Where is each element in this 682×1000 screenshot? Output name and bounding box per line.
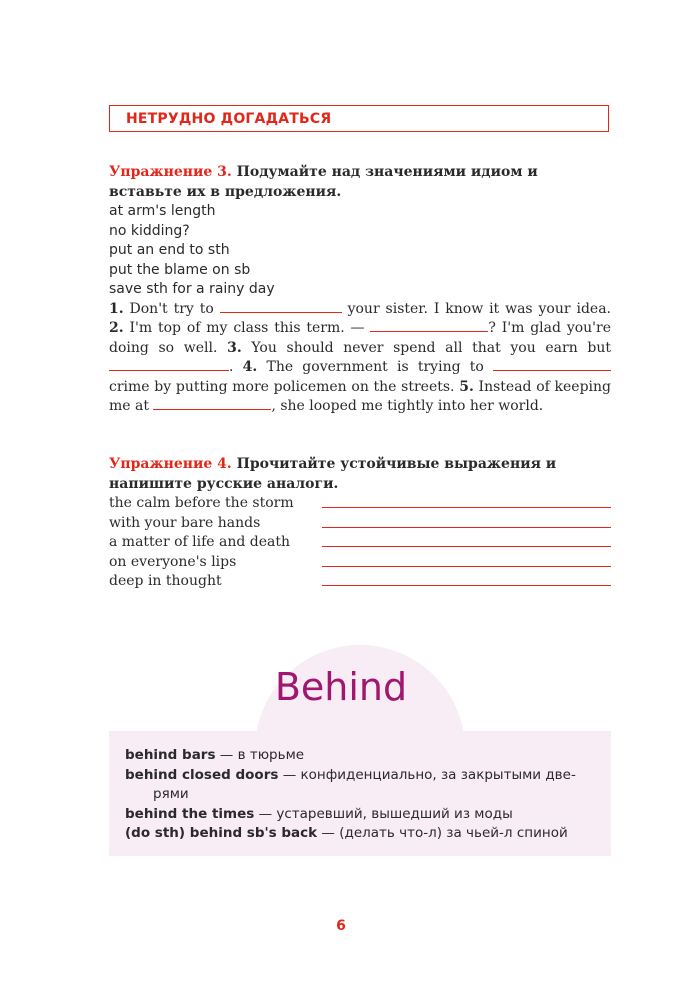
idiom: save sth for a rainy day (109, 281, 275, 297)
section-title: НЕТРУДНО ДОГАДАТЬСЯ (126, 111, 332, 127)
answer-line[interactable] (322, 566, 611, 567)
exercise-4-heading (109, 455, 611, 494)
entry (125, 824, 595, 844)
expression: with your bare hands (109, 514, 261, 531)
term: behind closed doors (125, 766, 279, 783)
expression: the calm before the storm (109, 495, 294, 511)
exercise-3-heading (109, 163, 611, 202)
term: behind the times (125, 805, 255, 822)
definition: — устаревший, вышедший из моды (254, 805, 513, 822)
expression-row (109, 533, 611, 553)
text: Instead of keeping me at (109, 378, 611, 414)
answer-line[interactable] (322, 546, 611, 547)
entry (125, 746, 595, 766)
text: The government is trying to (257, 359, 493, 375)
text: Don't try to (123, 300, 220, 317)
exercise-task: Прочитайте устойчивые выражения и напишите русские аналоги. (109, 456, 557, 492)
expression-row (109, 553, 611, 573)
term: behind bars (125, 747, 216, 763)
term: (do sth) behind sb's back (125, 825, 318, 841)
answer-line[interactable] (322, 507, 611, 508)
exercise-number: Упражнение 3. (109, 164, 232, 180)
exercise-3-text (109, 300, 611, 417)
behind-title: Behind (274, 665, 408, 709)
idiom: at arm's length (109, 203, 216, 219)
definition: — конфиденциально, за закрытыми две- (278, 766, 576, 783)
answer-blank[interactable] (220, 300, 342, 313)
sentence-number: 3. (227, 339, 242, 356)
expression-row (109, 494, 611, 514)
text: . (229, 359, 243, 375)
page-number: 6 (336, 918, 346, 934)
entry (125, 805, 595, 825)
sentence-number: 5. (459, 378, 474, 395)
answer-blank[interactable] (493, 358, 611, 371)
definition-continued: рями (153, 786, 189, 802)
answer-blank[interactable] (109, 358, 229, 371)
exercise-number: Упражнение 4. (109, 456, 232, 472)
definition: — в тюрьме (215, 747, 305, 763)
behind-entries (125, 746, 595, 844)
expression-row (109, 514, 611, 534)
answer-blank[interactable] (153, 397, 271, 410)
text: ? I'm glad you're doing so well. (109, 320, 611, 356)
text: I'm top of my class this term. — (123, 320, 371, 336)
answer-line[interactable] (322, 527, 611, 528)
expression: deep in thought (109, 573, 222, 589)
sentence-number: 4. (242, 359, 258, 375)
idiom: no kidding? (109, 222, 190, 239)
idiom: put the blame on sb (109, 261, 251, 278)
definition: — (делать что-л) за чьей-л спиной (317, 825, 568, 841)
expression-row (109, 572, 611, 592)
expression: a matter of life and death (109, 534, 291, 550)
entry (125, 766, 595, 786)
answer-line[interactable] (322, 585, 611, 586)
sentence-number: 1. (109, 300, 124, 317)
text: crime by putting more policemen on the streets. (109, 378, 460, 395)
exercise-3 (109, 163, 611, 417)
exercise-4 (109, 455, 611, 592)
expression: on everyone's lips (109, 553, 237, 570)
text: your sister. I know it was your idea. (341, 300, 611, 317)
text: , she looped me tightly into her world. (271, 398, 544, 414)
sentence-number: 2. (109, 320, 124, 336)
exercise-task: Подумайте над значениями идиом и вставьте их в предложения. (109, 164, 538, 200)
text: You should never spend all that you earn but (241, 339, 611, 356)
answer-blank[interactable] (370, 319, 488, 332)
idiom: put an end to sth (109, 242, 230, 258)
section-header (109, 105, 609, 132)
